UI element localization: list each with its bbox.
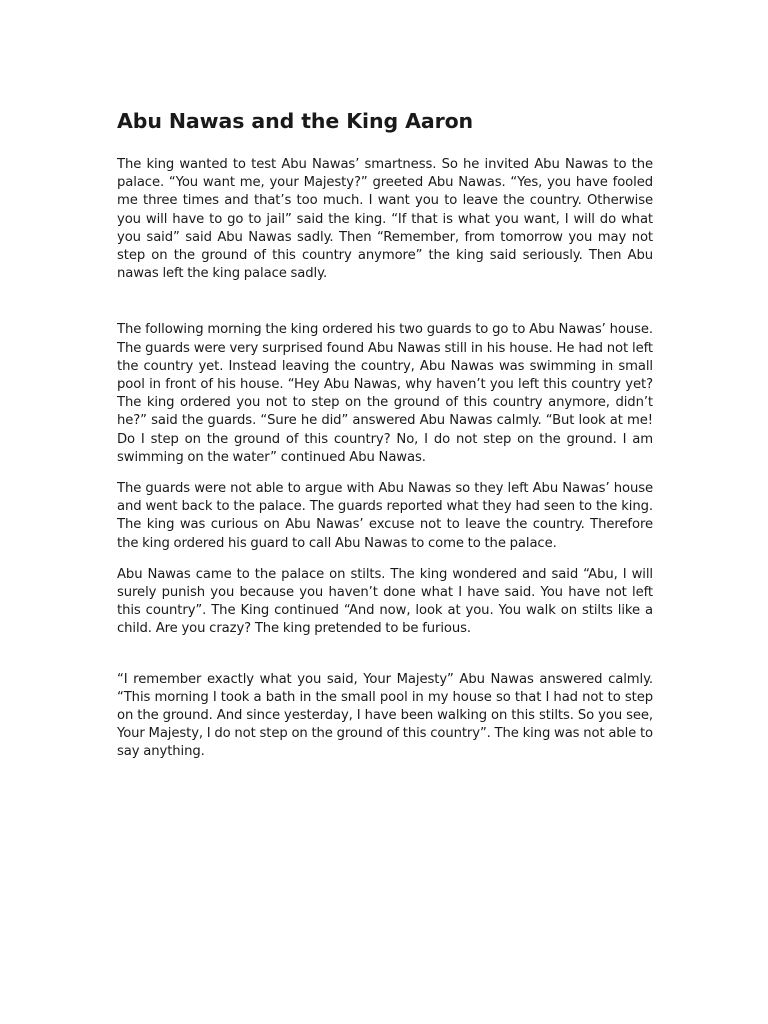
document-title: Abu Nawas and the King Aaron	[117, 109, 474, 133]
paragraph-4: Abu Nawas came to the palace on stilts. The king wondered and said “Abu, I will surely punish you because you haven’t done what I have said. You have not left this country”. The King continued “And now, look at you. You walk on stilts like a child. Are you crazy? The king pretended to be furious.	[117, 566, 653, 637]
paragraph-3: The guards were not able to argue with Abu Nawas so they left Abu Nawas’ house and went back to the palace. The guards reported what they had seen to the king. The king was curious on Abu Nawas’ excuse not to leave the country. Therefore the king ordered his guard to call Abu Nawas to come to the palace.	[117, 481, 653, 551]
document-page	[117, 108, 653, 762]
paragraph-1: The king wanted to test Abu Nawas’ smartness. So he invited Abu Nawas to the palace. “You want me, your Majesty?” greeted Abu Nawas. “Yes, you have fooled me three times and that’s too much. I want you to leave the country. Otherwise you will have to go to jail” said the king. “If that is what you want, I will do what you said” said Abu Nawas sadly. Then “Remember, from tomorrow you may not step on the ground of this country anymore” the king said seriously. Then Abu nawas left the king palace sadly.	[117, 157, 653, 282]
paragraph-2: The following morning the king ordered his two guards to go to Abu Nawas’ house. The guards were very surprised found Abu Nawas still in his house. He had not left the country yet. Instead leaving the country, Abu Nawas was swimming in small pool in front of his house. “Hey Abu Nawas, why haven’t you left this country yet? The king ordered you not to step on the ground of this country anymore, didn’t he?” said the guards. “Sure he did” answered Abu Nawas calmly. “But look at me! Do I step on the ground of this country? No, I do not step on the ground. I am swimming on the water” continued Abu Nawas.	[117, 322, 653, 465]
paragraph-5: “I remember exactly what you said, Your Majesty” Abu Nawas answered calmly. “This morning I took a bath in the small pool in my house so that I had not to step on the ground. And since yesterday, I have been walking on this stilts. So you see, Your Majesty, I do not step on the ground of this country”. The king was not able to say anything.	[117, 671, 653, 760]
